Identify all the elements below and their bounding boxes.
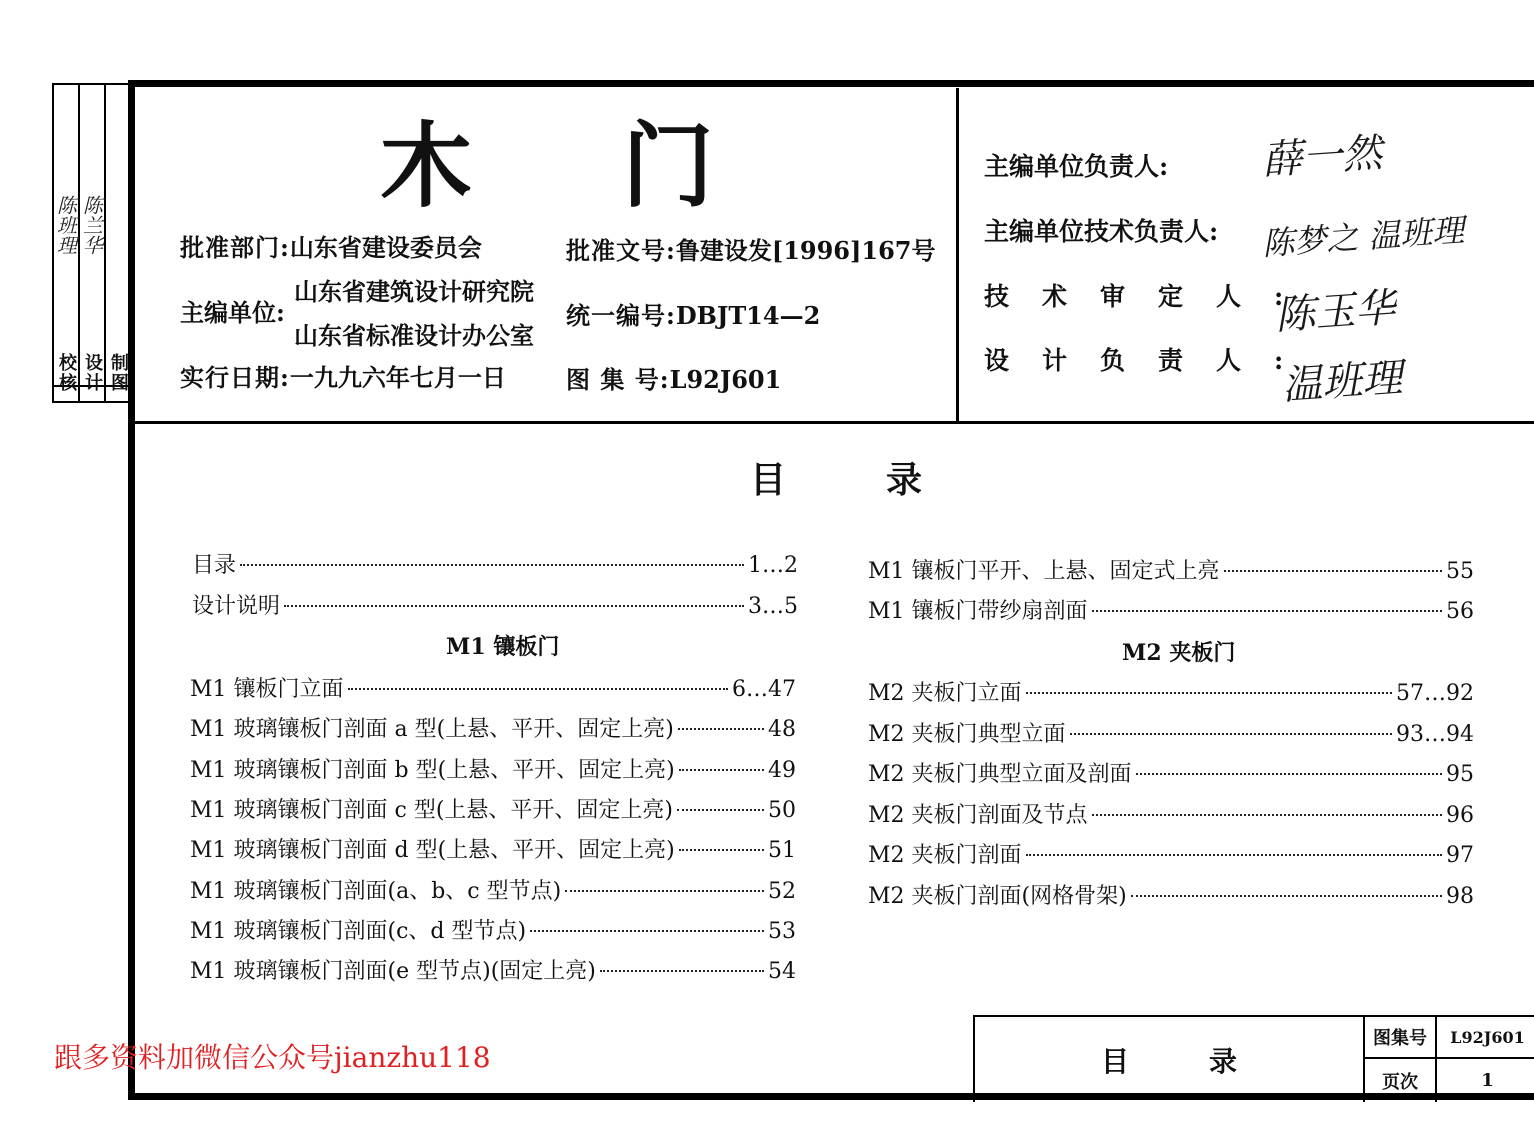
toc-leader-dots	[348, 688, 728, 690]
responsible-tech: 主编单位技术负责人:	[984, 217, 1219, 246]
toc-leader-dots	[565, 890, 764, 892]
toc-leader-dots	[1092, 814, 1442, 816]
toc-leader-dots	[1070, 733, 1392, 735]
editor-unit-2: 山东省标准设计办公室	[294, 321, 534, 350]
toc-entry	[868, 838, 1474, 869]
toc-entry-title: M2 夹板门典型立面及剖面	[868, 762, 1132, 787]
toc-entry	[868, 798, 1474, 829]
toc-entry	[868, 594, 1474, 625]
title-block-name: 目录	[1100, 1044, 1317, 1078]
responsible-chief-unit: 主编单位负责人:	[984, 152, 1169, 181]
toc-entry-title: 目录	[192, 553, 237, 578]
responsible-review: 技术审定人:	[984, 282, 1317, 311]
toc-entry-title: M2 夹板门剖面	[868, 843, 1022, 868]
toc-entry	[190, 672, 796, 703]
toc-entry	[190, 954, 796, 985]
toc-entry	[192, 548, 798, 579]
editor-label: 主编单位:	[180, 298, 285, 327]
responsible-design: 设计负责人:	[984, 346, 1317, 375]
toc-entry-page: 48	[768, 717, 796, 743]
signature-design: 温班理	[1280, 354, 1404, 410]
toc-entry-page: 53	[768, 918, 796, 944]
side-label-design: 设计	[82, 353, 103, 393]
toc-entry-page: 49	[768, 757, 796, 783]
side-col-draw	[106, 85, 130, 401]
toc-leader-dots	[1092, 610, 1442, 612]
toc-leader-dots	[530, 930, 764, 932]
toc-entry-title: M1 玻璃镶板门剖面(e 型节点)(固定上亮)	[190, 959, 596, 985]
toc-entry	[868, 757, 1474, 788]
toc-entry	[190, 874, 796, 905]
toc-entry-page: 54	[768, 959, 796, 985]
toc-entry-page: 3…5	[748, 594, 798, 619]
toc-entry-page: 57…92	[1396, 681, 1474, 706]
toc-entry-page: 56	[1446, 599, 1474, 624]
toc-leader-dots	[600, 970, 764, 972]
toc-entry-page: 97	[1446, 843, 1474, 868]
side-col-review	[54, 85, 80, 401]
toc-entry-title: M2 夹板门典型立面	[868, 721, 1066, 747]
toc-entry-page: 96	[1446, 802, 1474, 828]
toc-leader-dots	[677, 809, 764, 811]
toc-entry-page: 1…2	[748, 553, 798, 578]
tb-atlas-value: L92J601	[1437, 1017, 1534, 1059]
toc-entry-page: 98	[1446, 883, 1474, 909]
toc-entry-title: M1 玻璃镶板门剖面(a、b、c 型节点)	[190, 878, 562, 904]
toc-entry-title: M1 玻璃镶板门剖面 a 型(上悬、平开、固定上亮)	[190, 717, 674, 743]
watermark-text: 跟多资料加微信公众号jianzhu118	[54, 1041, 491, 1074]
toc-section-m1: M1 镶板门	[446, 634, 560, 660]
toc-entry-page: 51	[768, 838, 796, 864]
editor-unit-1: 山东省建筑设计研究院	[294, 277, 534, 306]
toc-entry-title: M1 镶板门立面	[190, 677, 344, 702]
tb-page-value: 1	[1481, 1070, 1494, 1091]
toc-entry-page: 6…47	[732, 677, 796, 702]
unified-number: 统一编号:DBJT14—2	[566, 301, 821, 330]
toc-entry-title: M2 夹板门剖面(网格骨架)	[868, 883, 1127, 909]
header-divider-vertical	[956, 88, 959, 424]
toc-section-m2: M2 夹板门	[1122, 640, 1236, 666]
toc-entry-title: M1 玻璃镶板门剖面 c 型(上悬、平开、固定上亮)	[190, 797, 673, 823]
tb-page-label: 页次	[1365, 1059, 1437, 1102]
toc-leader-dots	[1131, 895, 1442, 897]
toc-entry	[190, 793, 796, 824]
toc-entry	[190, 914, 796, 945]
title-block	[973, 1015, 1534, 1102]
toc-leader-dots	[679, 769, 764, 771]
approval-doc: 批准文号:鲁建设发[1996]167号	[566, 236, 936, 265]
toc-leader-dots	[1136, 773, 1442, 775]
toc-entry-title: M2 夹板门立面	[868, 681, 1022, 706]
side-approval-strip	[52, 83, 132, 403]
toc-entry	[868, 879, 1474, 910]
toc-leader-dots	[284, 605, 744, 607]
toc-leader-dots	[678, 728, 764, 730]
side-col-design	[80, 85, 106, 401]
toc-entry-title: M1 玻璃镶板门剖面(c、d 型节点)	[190, 918, 527, 944]
side-label-review: 校核	[56, 353, 77, 393]
side-signature-review: 陈班理	[53, 195, 78, 255]
toc-entry-title: M1 镶板门带纱扇剖面	[868, 599, 1088, 624]
side-label-draw: 制图	[108, 353, 129, 393]
toc-entry-page: 52	[768, 878, 796, 904]
toc-title: 目录	[750, 459, 1023, 501]
signature-chief-unit: 薛一然	[1260, 129, 1384, 185]
toc-leader-dots	[1026, 854, 1442, 856]
toc-entry-page: 93…94	[1396, 721, 1474, 747]
effective-date: 实行日期:一九九六年七月一日	[180, 363, 506, 392]
toc-leader-dots	[1026, 692, 1392, 694]
toc-entry-page: 50	[768, 797, 796, 823]
tb-atlas-label: 图集号	[1365, 1017, 1437, 1059]
header-divider-horizontal	[135, 421, 1534, 424]
title-block-grid	[1363, 1017, 1534, 1102]
toc-entry	[192, 589, 798, 620]
document-title: 木门	[380, 112, 865, 220]
toc-entry	[868, 676, 1474, 707]
approval-dept: 批准部门:山东省建设委员会	[180, 233, 482, 262]
side-signature-design: 陈兰华	[79, 195, 104, 255]
toc-leader-dots	[679, 849, 764, 851]
toc-entry	[190, 753, 796, 784]
toc-entry-page: 55	[1446, 559, 1474, 584]
toc-entry-title: M2 夹板门剖面及节点	[868, 802, 1088, 828]
toc-entry	[868, 717, 1474, 748]
toc-entry-page: 95	[1446, 762, 1474, 787]
toc-entry	[190, 833, 796, 864]
toc-entry-title: M1 镶板门平开、上悬、固定式上亮	[868, 559, 1220, 584]
toc-entry-title: M1 玻璃镶板门剖面 b 型(上悬、平开、固定上亮)	[190, 757, 675, 783]
toc-entry-title: 设计说明	[192, 594, 281, 619]
toc-entry	[190, 712, 796, 743]
toc-entry	[868, 554, 1474, 585]
toc-entry-title: M1 玻璃镶板门剖面 d 型(上悬、平开、固定上亮)	[190, 838, 675, 864]
atlas-number: 图 集 号:L92J601	[566, 365, 782, 394]
signature-tech: 陈梦之 温班理	[1261, 210, 1466, 264]
toc-leader-dots	[240, 564, 744, 566]
toc-leader-dots	[1224, 570, 1442, 572]
signature-review: 陈玉华	[1273, 284, 1397, 340]
